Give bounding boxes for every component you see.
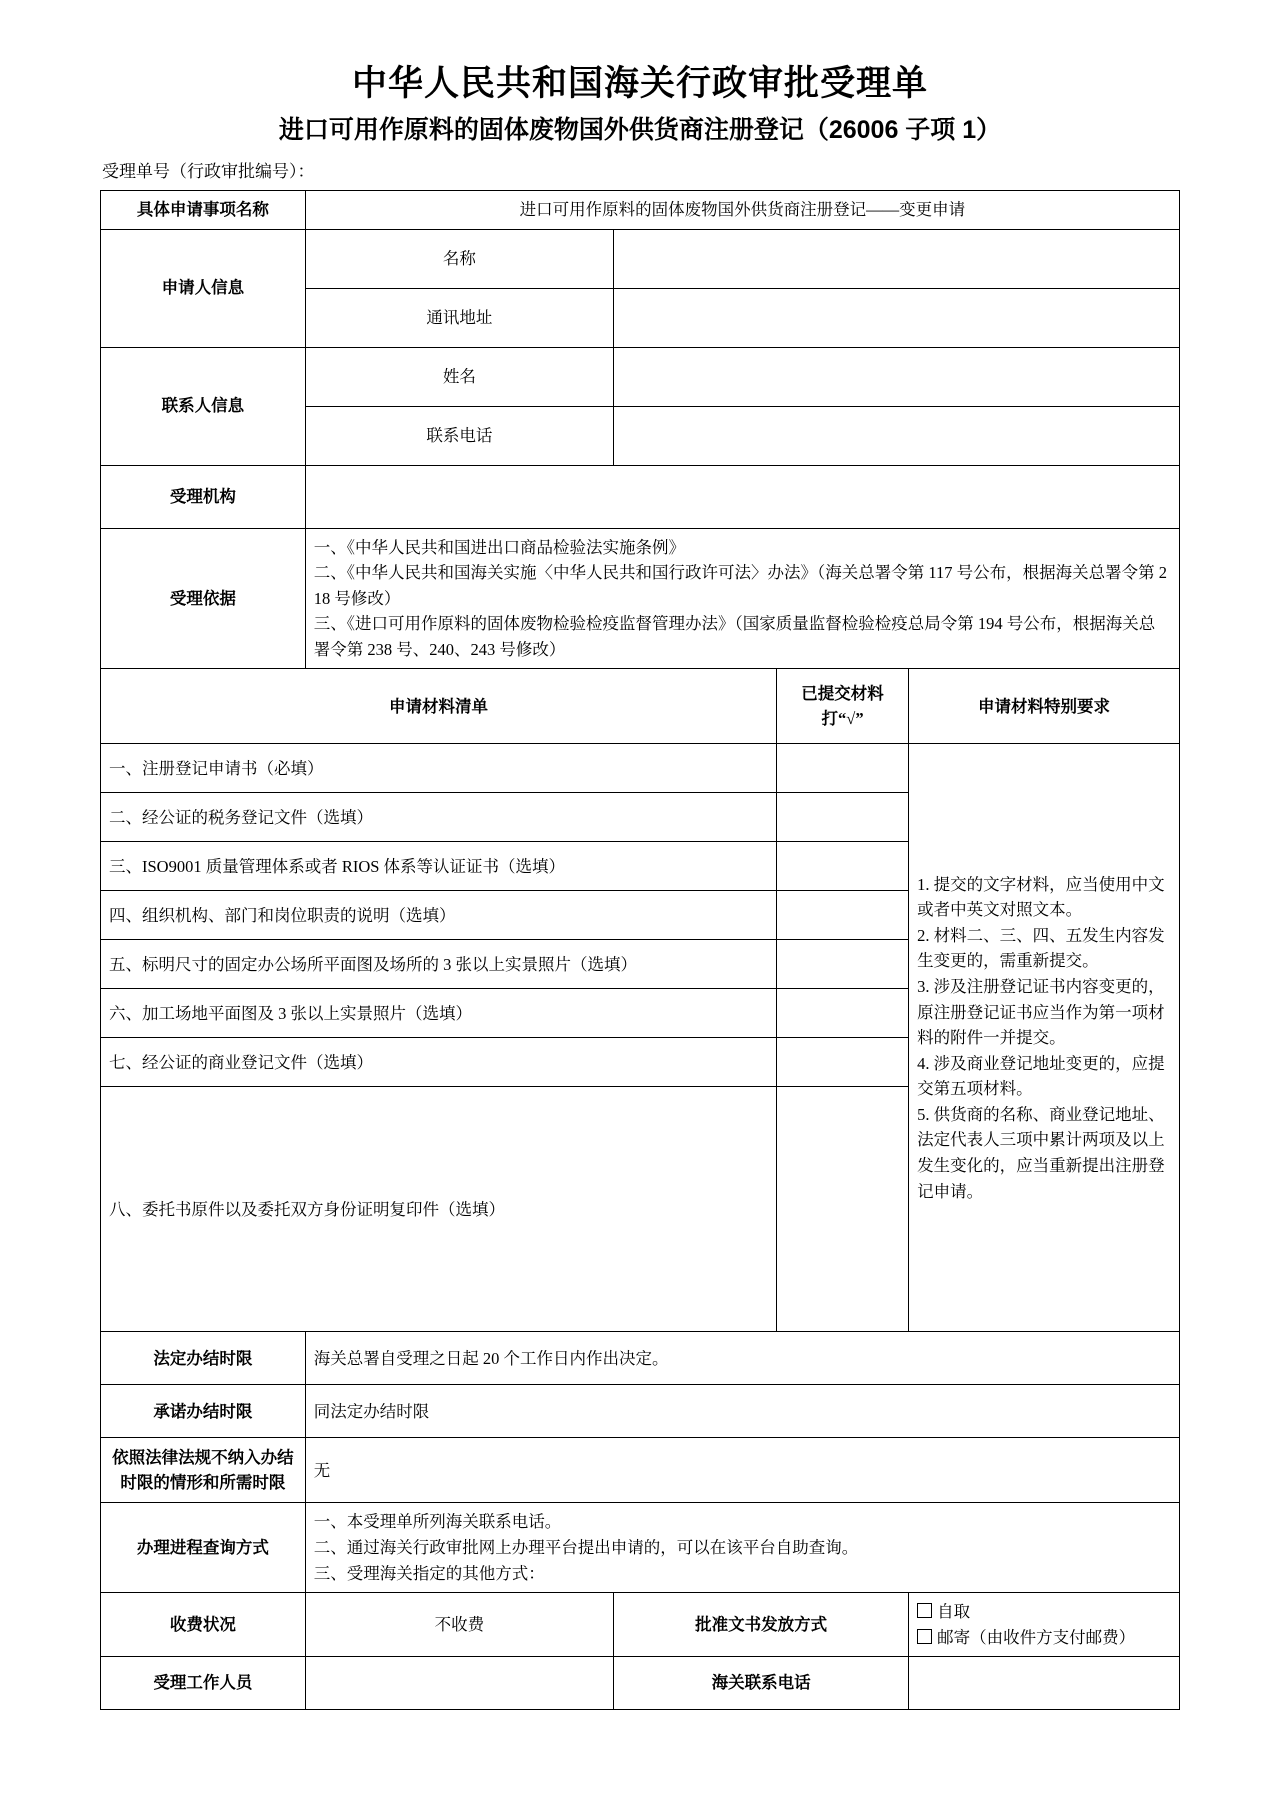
- page-subtitle: 进口可用作原料的固体废物国外供货商注册登记（26006 子项 1）: [278, 115, 1002, 144]
- excluded-time-label-line2: 时限的情形和所需时限: [120, 1473, 286, 1493]
- requirement-paragraph-3: 3. 涉及注册登记证书内容变更的，原注册登记证书应当作为第一项材料的附件一并提交。: [917, 977, 1165, 1048]
- material-item-4: 四、组织机构、部门和岗位职责的说明（选填）: [101, 891, 777, 940]
- material-item-6: 六、加工场地平面图及 3 张以上实景照片（选填）: [101, 989, 777, 1038]
- material-check-4[interactable]: [777, 891, 909, 940]
- applicant-address-field[interactable]: [614, 288, 1180, 347]
- table-row-legal-deadline: [101, 1332, 1180, 1385]
- progress-query-content: [305, 1503, 1179, 1593]
- table-row-excluded-time: [101, 1438, 1180, 1503]
- special-requirements-content: [909, 744, 1180, 1332]
- material-check-8[interactable]: [777, 1087, 909, 1332]
- page-title: 中华人民共和国海关行政审批受理单: [351, 64, 928, 103]
- applicant-info-label: 申请人信息: [101, 229, 306, 347]
- delivery-option-mail-label: 邮寄（由收件方支付邮费）: [937, 1627, 1136, 1647]
- legal-basis-line-2: 二、《中华人民共和国海关实施〈中华人民共和国行政许可法〉办法》（海关总署令第 117 号公布，根据海关总署令第 218 号修改）: [313, 563, 1168, 608]
- legal-deadline-value: 海关总署自受理之日起 20 个工作日内作出决定。: [305, 1332, 1179, 1385]
- progress-query-line-1: 一、本受理单所列海关联系电话。: [313, 1512, 562, 1532]
- table-row-item-name: [101, 191, 1180, 230]
- legal-basis-label: 受理依据: [101, 528, 306, 669]
- applicant-name-field[interactable]: [614, 229, 1180, 288]
- material-item-1: 一、注册登记申请书（必填）: [101, 744, 777, 793]
- staff-field[interactable]: [305, 1657, 613, 1710]
- legal-deadline-label: 法定办结时限: [101, 1332, 306, 1385]
- staff-label: 受理工作人员: [101, 1657, 306, 1710]
- table-row-fee-delivery: [101, 1593, 1180, 1657]
- requirement-paragraph-2: 2. 材料二、三、四、五发生内容发生变更的，需重新提交。: [917, 925, 1165, 971]
- checkbox-icon[interactable]: [917, 1629, 932, 1644]
- material-item-5: 五、标明尺寸的固定办公场所平面图及场所的 3 张以上实景照片（选填）: [101, 940, 777, 989]
- delivery-method-options: [909, 1593, 1180, 1657]
- material-item-7: 七、经公证的商业登记文件（选填）: [101, 1038, 777, 1087]
- legal-basis-line-1: 一、《中华人民共和国进出口商品检验法实施条例》: [313, 537, 686, 557]
- fee-status-label: 收费状况: [101, 1593, 306, 1657]
- requirement-paragraph-5: 5. 供货商的名称、商业登记地址、法定代表人三项中累计两项及以上发生变化的，应当重新提出注册登记申请。: [917, 1104, 1165, 1201]
- excluded-time-label: [101, 1438, 306, 1503]
- fee-status-value: 不收费: [305, 1593, 613, 1657]
- contact-info-label: 联系人信息: [101, 347, 306, 465]
- materials-list-header: 申请材料清单: [101, 669, 777, 744]
- delivery-option-mail[interactable]: [917, 1625, 1135, 1651]
- approval-form-table: [100, 190, 1180, 1710]
- customs-phone-field[interactable]: [909, 1657, 1180, 1710]
- promised-deadline-label: 承诺办结时限: [101, 1385, 306, 1438]
- submitted-check-header-line2: 打“√”: [821, 709, 864, 729]
- table-row-contact-name: [101, 347, 1180, 406]
- progress-query-label: 办理进程查询方式: [101, 1503, 306, 1593]
- material-check-6[interactable]: [777, 989, 909, 1038]
- receipt-number-label: 受理单号（行政审批编号）：: [102, 162, 315, 182]
- table-row-agency: [101, 465, 1180, 528]
- delivery-method-label: 批准文书发放方式: [614, 1593, 909, 1657]
- contact-name-field[interactable]: [614, 347, 1180, 406]
- material-check-7[interactable]: [777, 1038, 909, 1087]
- contact-phone-label: 联系电话: [305, 406, 613, 465]
- legal-basis-content: [305, 528, 1179, 669]
- submitted-check-header-line1: 已提交材料: [801, 683, 884, 703]
- material-check-5[interactable]: [777, 940, 909, 989]
- material-item-8: 八、委托书原件以及委托双方身份证明复印件（选填）: [101, 1087, 777, 1332]
- contact-name-label: 姓名: [305, 347, 613, 406]
- checkbox-icon[interactable]: [917, 1603, 932, 1618]
- table-row-applicant-name: [101, 229, 1180, 288]
- table-row-staff-phone: [101, 1657, 1180, 1710]
- progress-query-line-3: 三、受理海关指定的其他方式：: [313, 1563, 545, 1583]
- material-check-1[interactable]: [777, 744, 909, 793]
- excluded-time-label-line1: 依照法律法规不纳入办结: [112, 1447, 294, 1467]
- material-item-3: 三、ISO9001 质量管理体系或者 RIOS 体系等认证证书（选填）: [101, 842, 777, 891]
- contact-phone-field[interactable]: [614, 406, 1180, 465]
- submitted-check-header: [777, 669, 909, 744]
- excluded-time-value: 无: [305, 1438, 1179, 1503]
- applicant-name-label: 名称: [305, 229, 613, 288]
- material-item-2: 二、经公证的税务登记文件（选填）: [101, 793, 777, 842]
- legal-basis-line-3: 三、《进口可用作原料的固体废物检验检疫监督管理办法》（国家质量监督检验检疫总局令第 194 号公布，根据海关总署令第 238 号、240、243 号修改）: [313, 614, 1156, 659]
- table-row-promised-deadline: [101, 1385, 1180, 1438]
- requirement-paragraph-1: 1. 提交的文字材料，应当使用中文或者中英文对照文本。: [917, 874, 1165, 920]
- table-row-progress-query: [101, 1503, 1180, 1593]
- progress-query-line-2: 二、通过海关行政审批网上办理平台提出申请的，可以在该平台自助查询。: [313, 1537, 859, 1557]
- agency-label: 受理机构: [101, 465, 306, 528]
- customs-phone-label: 海关联系电话: [614, 1657, 909, 1710]
- material-check-2[interactable]: [777, 793, 909, 842]
- special-requirements-header: 申请材料特别要求: [909, 669, 1180, 744]
- material-check-3[interactable]: [777, 842, 909, 891]
- delivery-option-self-pickup[interactable]: [917, 1599, 970, 1625]
- table-row-legal-basis: [101, 528, 1180, 669]
- agency-field[interactable]: [305, 465, 1179, 528]
- table-row-materials-header: [101, 669, 1180, 744]
- applicant-address-label: 通讯地址: [305, 288, 613, 347]
- table-row-material-1: [101, 744, 1180, 793]
- promised-deadline-value: 同法定办结时限: [305, 1385, 1179, 1438]
- item-name-label: 具体申请事项名称: [101, 191, 306, 230]
- delivery-option-self-pickup-label: 自取: [937, 1602, 971, 1622]
- item-name-value: 进口可用作原料的固体废物国外供货商注册登记——变更申请: [305, 191, 1179, 230]
- requirement-paragraph-4: 4. 涉及商业登记地址变更的，应提交第五项材料。: [917, 1053, 1165, 1099]
